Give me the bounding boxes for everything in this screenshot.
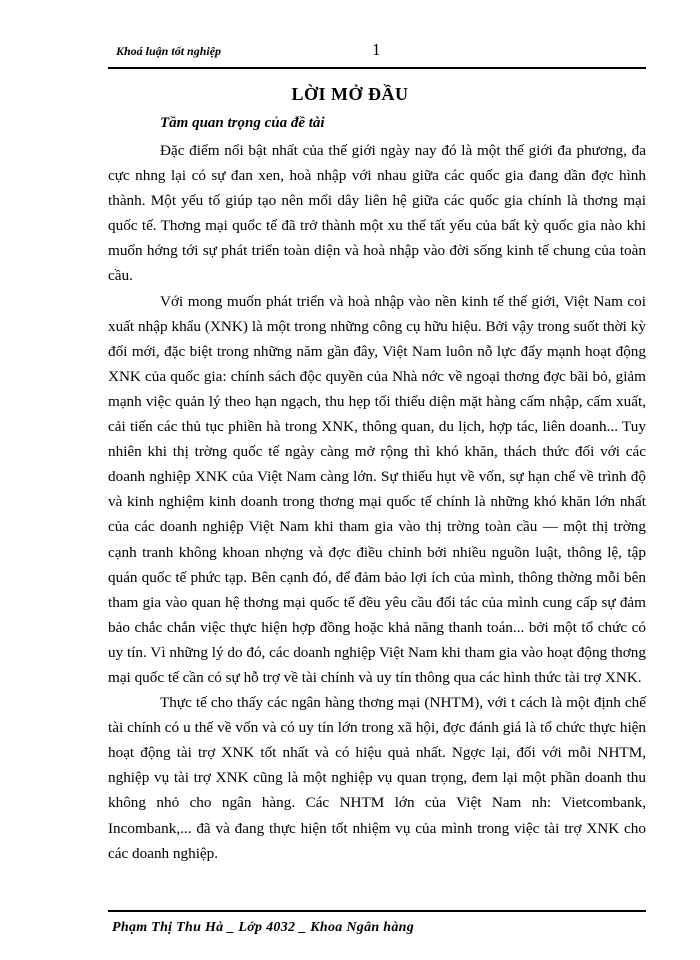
page-number: 1	[372, 40, 381, 59]
document-title: LỜI MỞ ĐẦU	[291, 84, 409, 104]
header-rule	[108, 67, 646, 69]
header-title: Khoá luận tốt nghiệp	[116, 44, 222, 58]
paragraph: Với mong muốn phát triển và hoà nhập vào nền kinh tế thế giới, Việt Nam coi xuất nhập khẩu (XNK) là một trong những công cụ hữu hiệu. Bởi vậy trong suốt thời kỳ đổi mới, đặc biệt trong những năm gần đây, Việt Nam luôn nỗ lực đẩy mạnh hoạt động XNK của quốc gia: chính sách độc quyền của Nhà nớc về ngoại thơng đợc bãi bỏ, giảm mạnh việc quản lý theo hạn ngạch, thu hẹp tối thiểu diện mặt hàng cấm nhập, cấm xuất, cải tiến các thủ tục phiền hà trong XNK, thông quan, du lịch, hợp tác, liên doanh... Tuy nhiên khi thị trờng quốc tế ngày càng mở rộng thì khó khăn, thách thức đối với các doanh nghiệp XNK của Việt Nam càng lớn. Sự thiếu hụt về vốn, sự hạn chế về trình độ và kinh nghiệm kinh doanh trong thơng mại quốc tế chính là những khó khăn lớn nhất của các doanh nghiệp Việt Nam khi tham gia vào thị trờng toàn cầu — một thị trờng cạnh tranh không khoan nhợng và đợc điều chỉnh bởi nhiều nguồn luật, thông lệ, tập quán quốc tế phức tạp. Bên cạnh đó, để đảm bảo lợi ích của mình, thông thờng mỗi bên tham gia vào quan hệ thơng mại quốc tế đều yêu cầu đối tác của mình cung cấp sự đảm bảo chắc chắn việc thực hiện hợp đồng hoặc khả năng thanh toán... bởi một tổ chức có uy tín. Vì những lý do đó, các doanh nghiệp Việt Nam khi tham gia vào hoạt động thơng mại quốc tế cần có sự hỗ trợ về tài chính và uy tín thông qua các hình thức tài trợ XNK.	[108, 292, 646, 686]
page-footer: Phạm Thị Thu Hà _ Lớp 4032 _ Khoa Ngân hàng	[112, 920, 415, 935]
page-header	[108, 40, 646, 66]
paragraph: Thực tế cho thấy các ngân hàng thơng mại (NHTM), với t cách là một định chế tài chính có u thế về vốn và có uy tín lớn trong xã hội, đợc đánh giá là tổ chức thực hiện hoạt động tài trợ XNK tốt nhất và có hiệu quả nhất. Ngợc lại, đối với mỗi NHTM, nghiệp vụ tài trợ XNK cũng là một nghiệp vụ quan trọng, đem lại một phần doanh thu không nhỏ cho ngân hàng. Các NHTM lớn của Việt Nam nh: Vietcombank, Incombank,... đã và đang thực hiện tốt nhiệm vụ của mình trong việc tài trợ XNK cho các doanh nghiệp.	[108, 694, 646, 862]
paragraph: Đặc điểm nổi bật nhất của thế giới ngày nay đó là một thế giới đa phương, đa cực nhng lại có sự đan xen, hoà nhập với nhau giữa các quốc gia đang dần đợc hình thành. Một yếu tố giúp tạo nên mối dây liên hệ giữa các quốc gia chính là thơng mại quốc tế. Thơng mại quốc tế đã trở thành một xu thế tất yếu của bất kỳ quốc gia nào khi muốn hớng tới sự phát triển toàn diện và hoà nhập vào đời sống kinh tế chung của toàn cầu.	[108, 142, 646, 285]
body-text	[108, 138, 646, 866]
section-heading: Tầm quan trọng của đề tài	[160, 115, 325, 131]
footer-rule	[108, 910, 646, 912]
